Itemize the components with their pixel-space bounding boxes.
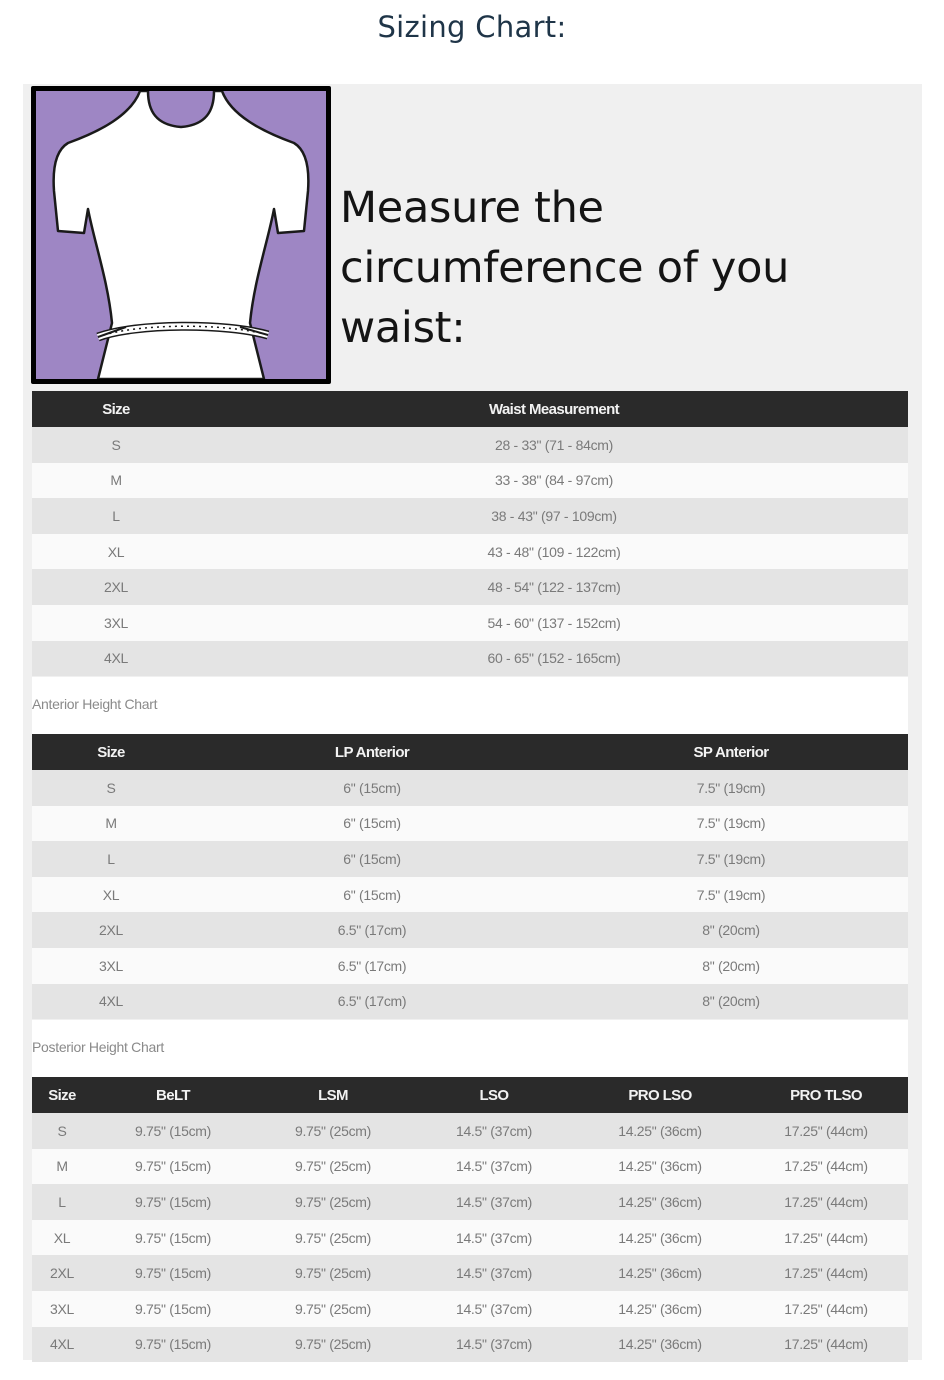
size-cell: 2XL xyxy=(32,569,200,605)
lp-cell: 6" (15cm) xyxy=(190,841,554,877)
posterior-height-table xyxy=(32,1077,908,1362)
col-header-pro-tlso: PRO TLSO xyxy=(744,1077,908,1113)
table-row xyxy=(32,1184,908,1220)
table-row xyxy=(32,1220,908,1256)
sp-cell: 7.5" (19cm) xyxy=(554,806,908,842)
size-cell: S xyxy=(32,770,190,806)
posterior-table-header xyxy=(32,1077,908,1113)
lso-cell: 14.5" (37cm) xyxy=(412,1220,576,1256)
page-title: Sizing Chart: xyxy=(377,10,567,44)
size-cell: 3XL xyxy=(32,1291,92,1327)
lso-cell: 14.5" (37cm) xyxy=(412,1113,576,1149)
pro-lso-cell: 14.25" (36cm) xyxy=(576,1255,744,1291)
waist-cell: 60 - 65" (152 - 165cm) xyxy=(200,641,908,677)
lp-cell: 6" (15cm) xyxy=(190,770,554,806)
lp-cell: 6" (15cm) xyxy=(190,877,554,913)
lsm-cell: 9.75" (25cm) xyxy=(254,1220,412,1256)
col-header-pro-lso: PRO LSO xyxy=(576,1077,744,1113)
table-row xyxy=(32,605,908,641)
lso-cell: 14.5" (37cm) xyxy=(412,1255,576,1291)
belt-cell: 9.75" (15cm) xyxy=(92,1255,254,1291)
table-row xyxy=(32,806,908,842)
table-row xyxy=(32,1113,908,1149)
pro-lso-cell: 14.25" (36cm) xyxy=(576,1113,744,1149)
col-header-belt: BeLT xyxy=(92,1077,254,1113)
size-cell: 4XL xyxy=(32,641,200,677)
waist-cell: 28 - 33" (71 - 84cm) xyxy=(200,427,908,463)
table-row xyxy=(32,1327,908,1363)
waist-measure-illustration xyxy=(31,86,331,384)
lp-cell: 6.5" (17cm) xyxy=(190,984,554,1020)
waist-cell: 48 - 54" (122 - 137cm) xyxy=(200,569,908,605)
torso-measuring-tape-icon xyxy=(36,91,326,379)
pro-tlso-cell: 17.25" (44cm) xyxy=(744,1255,908,1291)
size-cell: L xyxy=(32,841,190,877)
table-row xyxy=(32,841,908,877)
lso-cell: 14.5" (37cm) xyxy=(412,1291,576,1327)
col-header-lsm: LSM xyxy=(254,1077,412,1113)
lsm-cell: 9.75" (25cm) xyxy=(254,1291,412,1327)
size-cell: 2XL xyxy=(32,1255,92,1291)
table-row xyxy=(32,984,908,1020)
size-cell: XL xyxy=(32,877,190,913)
col-header-size: Size xyxy=(32,1077,92,1113)
anterior-chart-label: Anterior Height Chart xyxy=(32,696,158,712)
table-row xyxy=(32,912,908,948)
section-spacer xyxy=(32,677,908,734)
belt-cell: 9.75" (15cm) xyxy=(92,1291,254,1327)
lso-cell: 14.5" (37cm) xyxy=(412,1327,576,1363)
table-row xyxy=(32,948,908,984)
pro-lso-cell: 14.25" (36cm) xyxy=(576,1149,744,1185)
size-cell: 4XL xyxy=(32,984,190,1020)
lsm-cell: 9.75" (25cm) xyxy=(254,1255,412,1291)
belt-cell: 9.75" (15cm) xyxy=(92,1113,254,1149)
col-header-size: Size xyxy=(32,391,200,427)
col-header-lso: LSO xyxy=(412,1077,576,1113)
pro-tlso-cell: 17.25" (44cm) xyxy=(744,1291,908,1327)
sp-cell: 7.5" (19cm) xyxy=(554,841,908,877)
table-row xyxy=(32,1255,908,1291)
pro-lso-cell: 14.25" (36cm) xyxy=(576,1220,744,1256)
pro-tlso-cell: 17.25" (44cm) xyxy=(744,1327,908,1363)
table-row xyxy=(32,569,908,605)
sp-cell: 7.5" (19cm) xyxy=(554,877,908,913)
table-row xyxy=(32,463,908,499)
table-row xyxy=(32,427,908,463)
size-cell: L xyxy=(32,498,200,534)
lp-cell: 6.5" (17cm) xyxy=(190,912,554,948)
sp-cell: 8" (20cm) xyxy=(554,984,908,1020)
waist-table-header xyxy=(32,391,908,427)
pro-tlso-cell: 17.25" (44cm) xyxy=(744,1113,908,1149)
size-cell: M xyxy=(32,806,190,842)
lp-cell: 6" (15cm) xyxy=(190,806,554,842)
pro-lso-cell: 14.25" (36cm) xyxy=(576,1291,744,1327)
lsm-cell: 9.75" (25cm) xyxy=(254,1113,412,1149)
size-cell: L xyxy=(32,1184,92,1220)
table-row xyxy=(32,1149,908,1185)
lsm-cell: 9.75" (25cm) xyxy=(254,1327,412,1363)
waist-cell: 54 - 60" (137 - 152cm) xyxy=(200,605,908,641)
posterior-chart-label: Posterior Height Chart xyxy=(32,1039,164,1055)
table-row xyxy=(32,534,908,570)
anterior-table-header xyxy=(32,734,908,770)
size-cell: XL xyxy=(32,1220,92,1256)
table-row xyxy=(32,1291,908,1327)
pro-tlso-cell: 17.25" (44cm) xyxy=(744,1149,908,1185)
col-header-sp-anterior: SP Anterior xyxy=(554,734,908,770)
size-cell: 3XL xyxy=(32,948,190,984)
waist-cell: 33 - 38" (84 - 97cm) xyxy=(200,463,908,499)
col-header-size: Size xyxy=(32,734,190,770)
size-cell: 2XL xyxy=(32,912,190,948)
lsm-cell: 9.75" (25cm) xyxy=(254,1184,412,1220)
belt-cell: 9.75" (15cm) xyxy=(92,1327,254,1363)
sp-cell: 8" (20cm) xyxy=(554,948,908,984)
pro-tlso-cell: 17.25" (44cm) xyxy=(744,1220,908,1256)
size-cell: M xyxy=(32,1149,92,1185)
size-cell: S xyxy=(32,1113,92,1149)
size-cell: XL xyxy=(32,534,200,570)
waist-cell: 38 - 43" (97 - 109cm) xyxy=(200,498,908,534)
size-cell: S xyxy=(32,427,200,463)
table-row xyxy=(32,877,908,913)
col-header-waist: Waist Measurement xyxy=(200,391,908,427)
size-cell: 4XL xyxy=(32,1327,92,1363)
sp-cell: 8" (20cm) xyxy=(554,912,908,948)
table-row xyxy=(32,641,908,677)
waist-cell: 43 - 48" (109 - 122cm) xyxy=(200,534,908,570)
lso-cell: 14.5" (37cm) xyxy=(412,1184,576,1220)
size-cell: 3XL xyxy=(32,605,200,641)
lso-cell: 14.5" (37cm) xyxy=(412,1149,576,1185)
sp-cell: 7.5" (19cm) xyxy=(554,770,908,806)
belt-cell: 9.75" (15cm) xyxy=(92,1184,254,1220)
lp-cell: 6.5" (17cm) xyxy=(190,948,554,984)
waist-size-table xyxy=(32,391,908,676)
anterior-height-table xyxy=(32,734,908,1019)
table-row xyxy=(32,498,908,534)
pro-lso-cell: 14.25" (36cm) xyxy=(576,1184,744,1220)
pro-tlso-cell: 17.25" (44cm) xyxy=(744,1184,908,1220)
belt-cell: 9.75" (15cm) xyxy=(92,1149,254,1185)
size-cell: M xyxy=(32,463,200,499)
measure-instruction: Measure the circumference of you waist: xyxy=(340,183,790,353)
pro-lso-cell: 14.25" (36cm) xyxy=(576,1327,744,1363)
col-header-lp-anterior: LP Anterior xyxy=(190,734,554,770)
lsm-cell: 9.75" (25cm) xyxy=(254,1149,412,1185)
table-row xyxy=(32,770,908,806)
belt-cell: 9.75" (15cm) xyxy=(92,1220,254,1256)
